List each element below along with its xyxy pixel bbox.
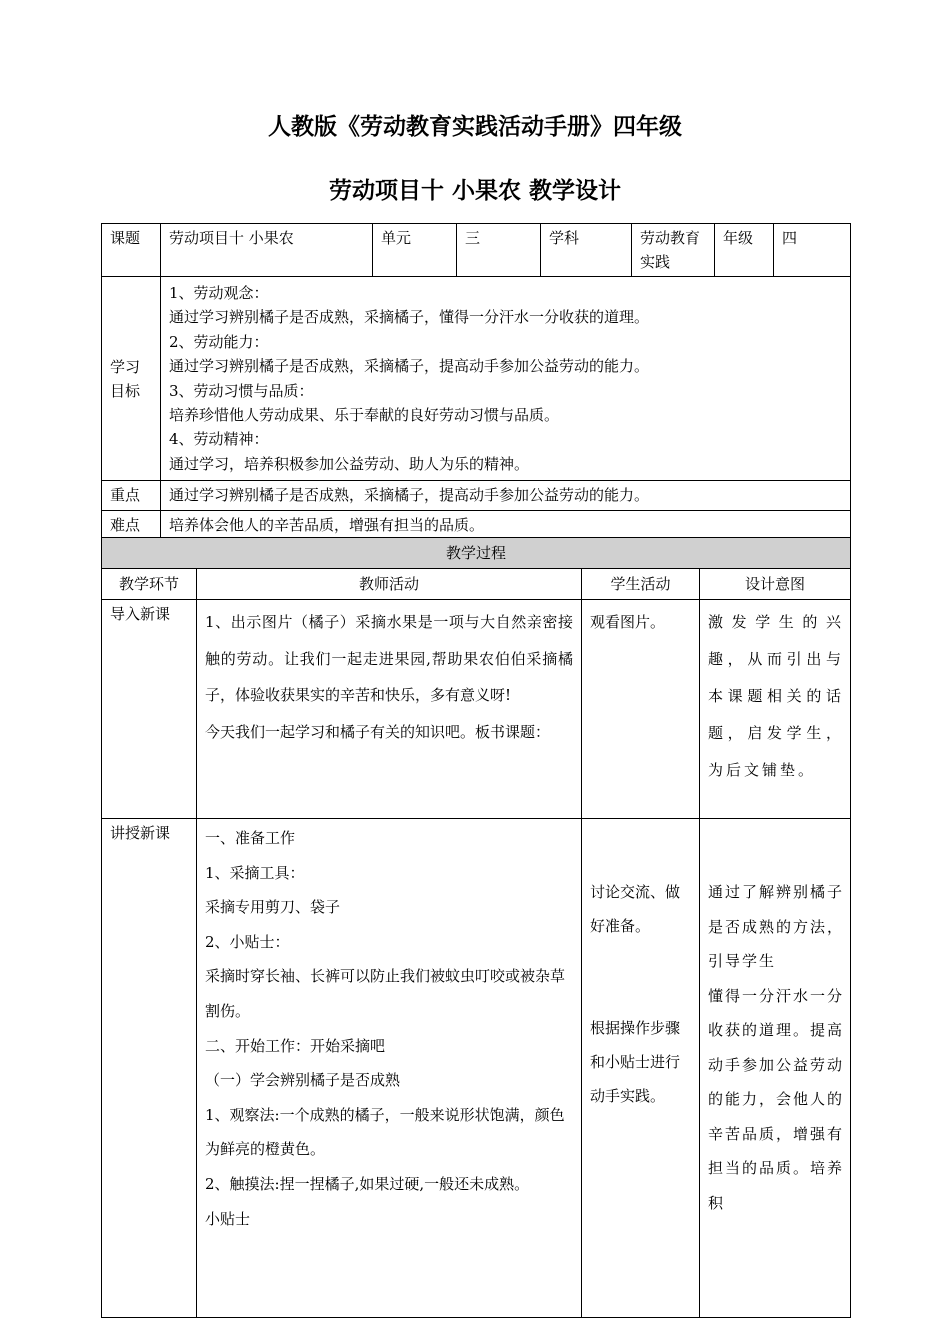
header-teacher: 教师活动 bbox=[197, 569, 582, 600]
goal-line: 通过学习，培养积极参加公益劳动、助人为乐的精神。 bbox=[169, 454, 530, 473]
student-line: 根据操作步骤和小贴士进行动手实践。 bbox=[590, 1019, 681, 1105]
design-line: 懂得一分汗水一分收获的道理。提高动手参加公益劳动的能力，会他人的辛苦品质，增强有担当的品质。培养积 bbox=[708, 986, 845, 1212]
difficulty-label: 难点 bbox=[102, 511, 161, 543]
intro-teacher-activity bbox=[197, 600, 582, 819]
goal-line: 4、劳动精神： bbox=[169, 430, 269, 449]
goal-line: 1、劳动观念： bbox=[169, 284, 269, 302]
grade-value: 四 bbox=[774, 224, 851, 277]
teacher-line: 二、开始工作：开始采摘吧 bbox=[205, 1036, 386, 1055]
teacher-line: 1、采摘工具： bbox=[205, 863, 305, 882]
topic-value: 劳动项目十 小果农 bbox=[161, 224, 373, 277]
document-subtitle: 劳动项目十 小果农 教学设计 bbox=[328, 178, 621, 204]
key-row bbox=[102, 481, 851, 511]
intro-student-activity: 观看图片。 bbox=[582, 600, 700, 819]
intro-design-intent: 激发学生的兴趣，从而引出与本课题相关的话题，启发学生，为后文铺垫。 bbox=[700, 600, 851, 819]
key-label: 重点 bbox=[102, 481, 161, 511]
goal-line: 2、劳动能力： bbox=[169, 332, 269, 351]
goals-content bbox=[161, 277, 851, 481]
design-line: 通过了解辨别橘子是否成熟的方法，引导学生 bbox=[708, 883, 845, 970]
process-banner-row bbox=[102, 538, 851, 569]
lesson-student-activity bbox=[582, 819, 700, 1318]
process-banner: 教学过程 bbox=[102, 538, 851, 569]
document-title: 人教版《劳动教育实践活动手册》四年级 bbox=[268, 114, 682, 140]
difficulty-value: 培养体会他人的辛苦品质，增强有担当的品质。 bbox=[161, 511, 851, 543]
goal-line: 通过学习辨别橘子是否成熟，采摘橘子，懂得一分汗水一分收获的道理。 bbox=[169, 308, 650, 327]
spacer bbox=[590, 943, 693, 1011]
subject-label: 学科 bbox=[541, 224, 632, 277]
teacher-paragraph: 今天我们一起学习和橘子有关的知识吧。板书课题： bbox=[205, 722, 551, 741]
header-design: 设计意图 bbox=[700, 569, 851, 600]
unit-label: 单元 bbox=[373, 224, 457, 277]
teacher-line: 2、触摸法:捏一捏橘子,如果过硬,一般还未成熟。 bbox=[205, 1174, 530, 1193]
header-student: 学生活动 bbox=[582, 569, 700, 600]
goal-line: 通过学习辨别橘子是否成熟，采摘橘子，提高动手参加公益劳动的能力。 bbox=[169, 357, 650, 376]
header-stage: 教学环节 bbox=[102, 569, 197, 600]
topic-row bbox=[102, 224, 851, 277]
grade-label: 年级 bbox=[715, 224, 774, 277]
goals-label: 学习目标 bbox=[102, 277, 161, 481]
key-value: 通过学习辨别橘子是否成熟，采摘橘子，提高动手参加公益劳动的能力。 bbox=[161, 481, 851, 511]
goal-line: 3、劳动习惯与品质： bbox=[169, 381, 314, 400]
lesson-stage: 讲授新课 bbox=[102, 819, 197, 1318]
unit-value: 三 bbox=[457, 224, 541, 277]
goal-line: 培养珍惜他人劳动成果、乐于奉献的良好劳动习惯与品质。 bbox=[169, 406, 560, 425]
lesson-teacher-activity bbox=[197, 819, 582, 1318]
info-table bbox=[101, 223, 851, 543]
teacher-line: （一）学会辨别橘子是否成熟 bbox=[205, 1071, 401, 1090]
intro-row bbox=[102, 600, 851, 819]
student-line: 讨论交流、做好准备。 bbox=[590, 883, 681, 935]
lesson-row bbox=[102, 819, 851, 1318]
teacher-line: 一、准备工作 bbox=[205, 829, 296, 847]
goals-row bbox=[102, 277, 851, 481]
process-header-row bbox=[102, 569, 851, 600]
process-table bbox=[101, 537, 851, 1318]
teacher-line: 小贴士 bbox=[205, 1209, 251, 1228]
teacher-line: 采摘专用剪刀、袋子 bbox=[205, 898, 341, 917]
teacher-paragraph: 1、出示图片（橘子）采摘水果是一项与大自然亲密接触的劳动。让我们一起走进果园,帮助果农伯伯采摘橘子，体验收获果实的辛苦和快乐，多有意义呀! bbox=[205, 613, 573, 704]
subject-value: 劳动教育实践 bbox=[632, 224, 715, 277]
intro-stage: 导入新课 bbox=[102, 600, 197, 819]
teacher-line: 1、观察法:一个成熟的橘子，一般来说形状饱满，颜色为鲜亮的橙黄色。 bbox=[205, 1105, 565, 1159]
teacher-line: 采摘时穿长袖、长裤可以防止我们被蚊虫叮咬或被杂草割伤。 bbox=[205, 967, 566, 1020]
teacher-line: 2、小贴士： bbox=[205, 932, 290, 951]
topic-label: 课题 bbox=[102, 224, 161, 277]
lesson-design-intent bbox=[700, 819, 851, 1318]
